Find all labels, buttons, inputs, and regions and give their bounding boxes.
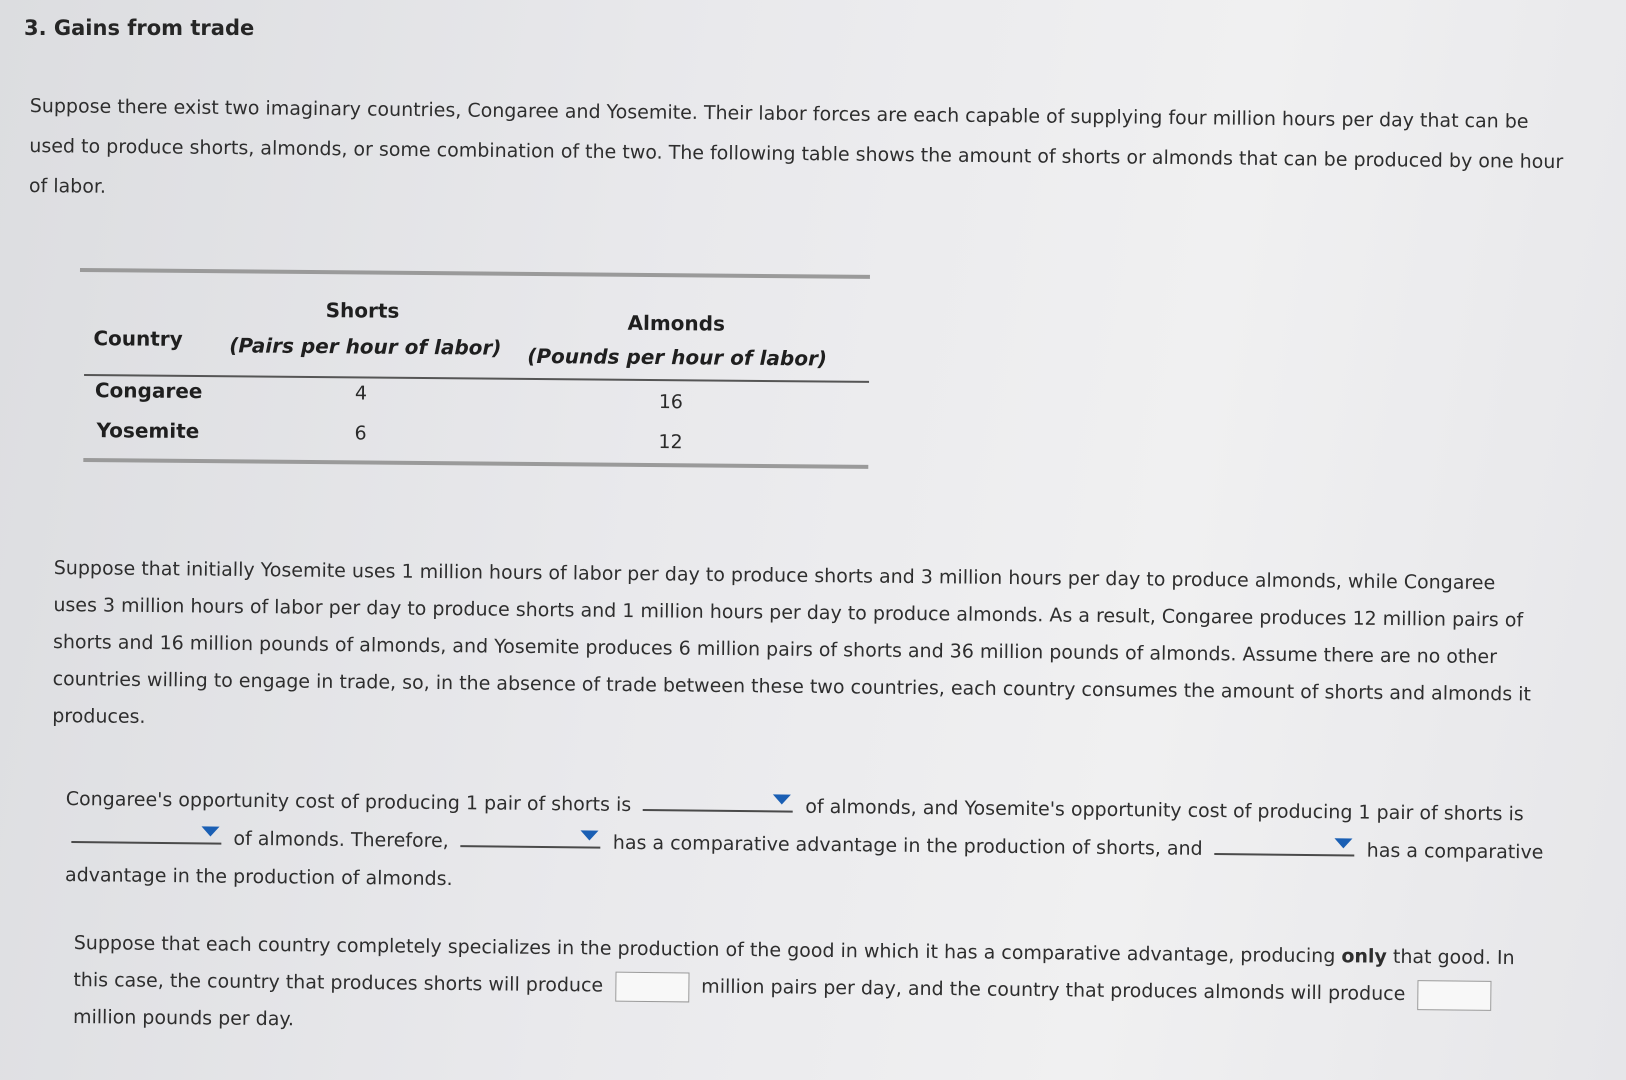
question-specialization — [73, 925, 1554, 1051]
row-congaree-shorts: 4 — [354, 382, 368, 405]
almonds-advantage-country-dropdown[interactable] — [1215, 831, 1355, 856]
yosemite-opportunity-cost-dropdown[interactable] — [71, 819, 221, 845]
row-congaree-almonds: 16 — [658, 391, 684, 414]
table-top-rule — [80, 268, 870, 279]
shorts-production-input[interactable] — [615, 971, 689, 1002]
chevron-down-icon — [201, 826, 219, 836]
row-yosemite-almonds: 12 — [658, 431, 683, 454]
q2-text-3: million pairs per day, and the country that produces almonds will produce — [701, 975, 1406, 1005]
q2-text-2: that good. In this case, the country that produces shorts will produce — [73, 945, 1515, 997]
row-yosemite-shorts: 6 — [354, 422, 367, 445]
chevron-down-icon — [1335, 838, 1353, 848]
q1-text-2: of almonds, and Yosemite's opportunity cost of producing 1 pair of shorts is — [805, 795, 1524, 826]
header-almonds: Almonds — [627, 310, 726, 336]
page-title: 3. Gains from trade — [24, 16, 255, 40]
header-almonds-unit: (Pounds per hour of labor) — [527, 343, 828, 371]
header-shorts: Shorts — [325, 298, 400, 323]
q2-text-4: million pounds per day. — [72, 1005, 295, 1031]
row-yosemite-country: Yosemite — [96, 418, 200, 444]
q2-emphasis: only — [1341, 945, 1387, 968]
header-country: Country — [93, 326, 183, 351]
q1-text-4: has a comparative advantage in the production of shorts, and — [612, 831, 1203, 860]
q2-text-1: Suppose that each country completely specializes in the production of the good in which it has a comparative advantage, producing — [73, 931, 1336, 968]
question-opportunity-cost — [65, 780, 1546, 909]
congaree-opportunity-cost-dropdown[interactable] — [643, 787, 793, 813]
q1-text-1: Congaree's opportunity cost of producing 1 pair of shorts is — [65, 787, 632, 816]
scenario-paragraph: Suppose that initially Yosemite uses 1 million hours of labor per day to produce shorts and 3 million hours per day to produce almonds, while Congaree uses 3 million hours of labor per day to produce shorts and 1 million hours per day to produce almonds. As a result, Congaree produces 12 million pairs of shorts and 16 million pounds of almonds, and Yosemite produces 6 million pairs of shorts and 36 million pounds of almonds. Assume there are no other countries willing to engage in trade, so, in the absence of trade between these two countries, each country consumes the amount of shorts and almonds it produces. — [52, 556, 1532, 728]
table-bottom-rule — [83, 458, 868, 469]
chevron-down-icon — [773, 794, 791, 804]
row-congaree-country: Congaree — [94, 378, 203, 404]
header-shorts-unit: (Pairs per hour of labor) — [229, 333, 502, 360]
production-table — [78, 268, 870, 485]
q1-text-5: has a comparative advantage in the production of almonds. — [64, 839, 1544, 891]
almonds-production-input[interactable] — [1417, 980, 1491, 1011]
shorts-advantage-country-dropdown[interactable] — [461, 823, 601, 848]
intro-paragraph: Suppose there exist two imaginary countries, Congaree and Yosemite. Their labor forces are each capable of supplying four million hours per day that can be used to produce shorts, almonds, or some combination of the two. The following table shows the amount of shorts or almonds that can be produced by one hour of labor. — [28, 94, 1564, 198]
chevron-down-icon — [581, 830, 599, 840]
q1-text-3: of almonds. Therefore, — [233, 827, 449, 853]
